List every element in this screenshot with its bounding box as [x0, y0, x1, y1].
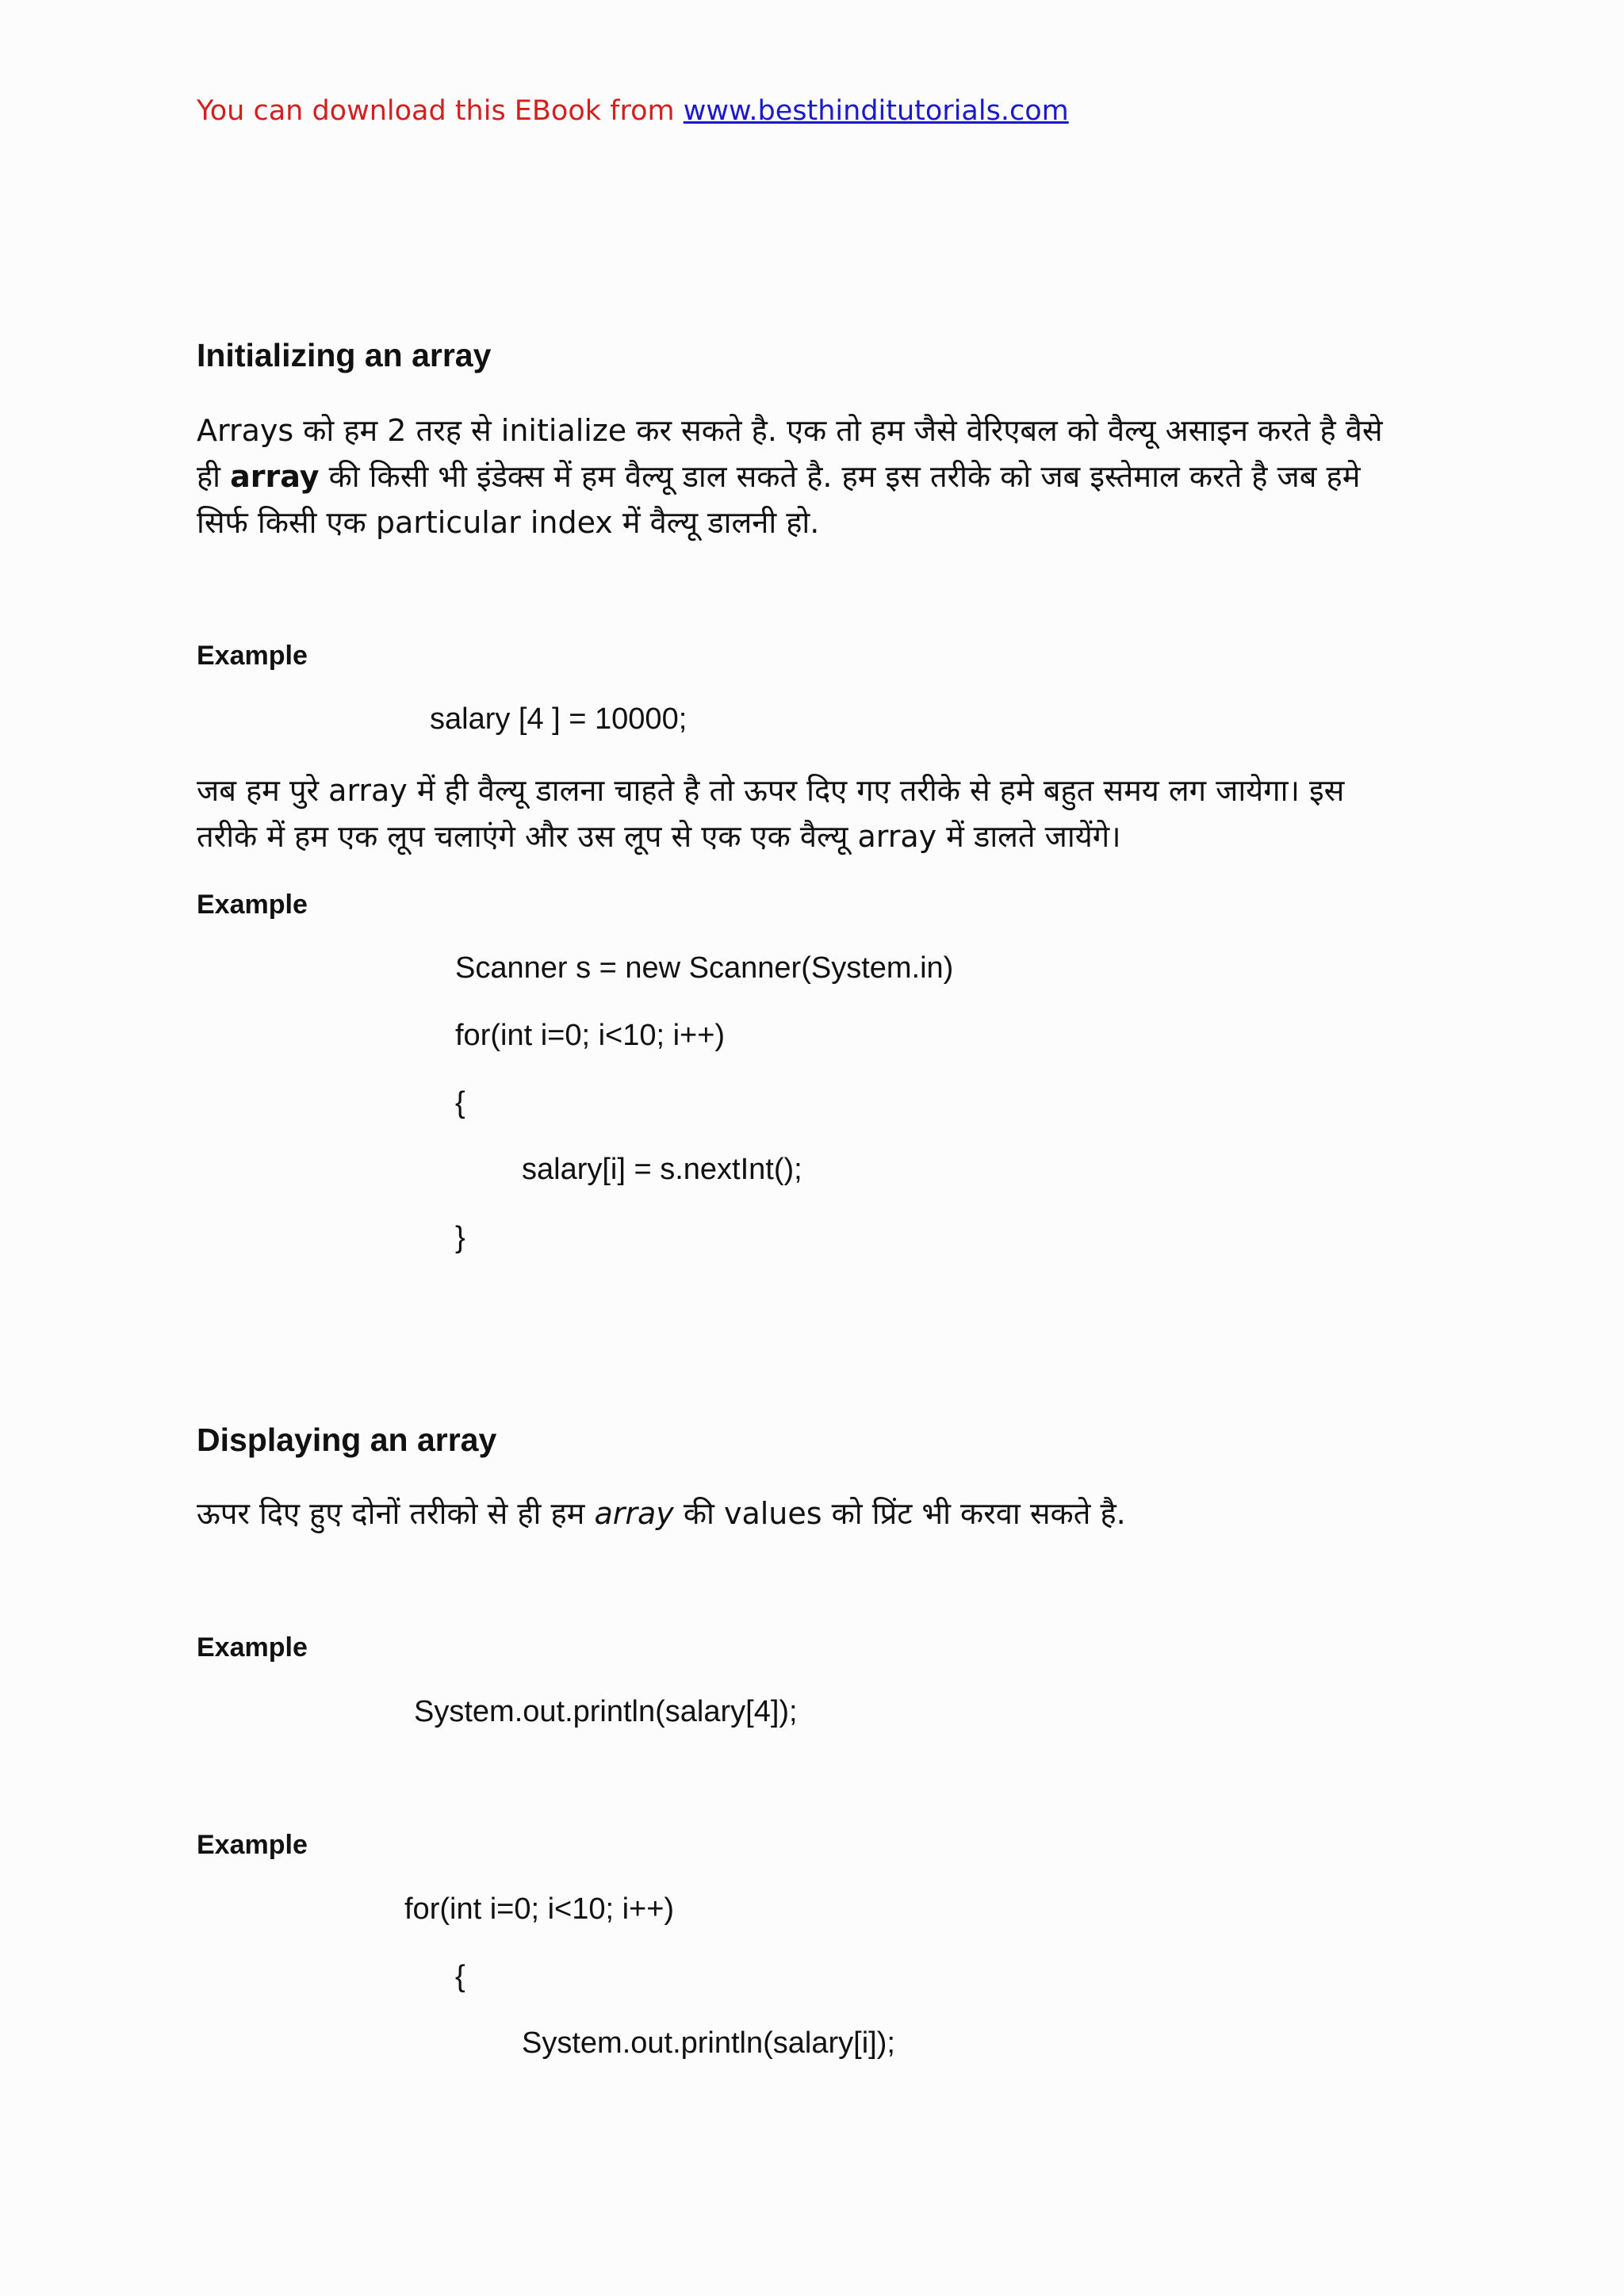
loop-line-1: जब हम पुरे array में ही वैल्यू डालना चाहते है तो ऊपर दिए गए तरीके से हमे बहुत समय लग जायेगा। इस — [197, 773, 1345, 808]
example-label-3: Example — [197, 1632, 308, 1663]
code-example-2-line-2: for(int i=0; i<10; i++) — [455, 1019, 726, 1052]
display-line — [197, 1490, 1434, 1536]
code-example-2-line-3: { — [455, 1086, 465, 1119]
intro-line-3: सिर्फ किसी एक particular index में वैल्यू डालनी हो. — [197, 505, 820, 540]
display-paragraph — [197, 1490, 1434, 1536]
display-line-end: की values को प्रिंट भी करवा सकते है. — [673, 1496, 1126, 1531]
intro-array-bold: array — [230, 459, 320, 494]
loop-line-2: तरीके में हम एक लूप चलाएंगे और उस लूप से एक एक वैल्यू array में डालते जायेंगे। — [197, 819, 1121, 854]
section-heading-displaying: Displaying an array — [197, 1422, 497, 1458]
code-example-4-line-2: { — [455, 1960, 465, 1993]
intro-line-2 — [197, 453, 1434, 499]
download-notice — [197, 95, 1069, 127]
intro-line-2-start: ही — [197, 459, 231, 494]
download-notice-text: You can download this EBook from — [197, 95, 684, 127]
intro-line-2-end: की किसी भी इंडेक्स में हम वैल्यू डाल सकते है. हम इस तरीके को जब इस्तेमाल करते है जब हमे — [319, 459, 1361, 494]
code-example-2-line-4: salary[i] = s.nextInt(); — [522, 1153, 802, 1186]
display-line-start: ऊपर दिए हुए दोनों तरीको से ही हम — [197, 1496, 595, 1531]
website-link[interactable]: www.besthinditutorials.com — [683, 95, 1069, 127]
loop-paragraph — [197, 767, 1434, 859]
code-example-2-line-5: } — [455, 1221, 465, 1254]
intro-line-1: Arrays को हम 2 तरह से initialize कर सकते है. एक तो हम जैसे वेरिएबल को वैल्यू असाइन करते है वैसे — [197, 413, 1383, 448]
code-example-4-line-1: for(int i=0; i<10; i++) — [404, 1892, 675, 1926]
display-array-italic: array — [594, 1496, 674, 1531]
code-example-3: System.out.println(salary[4]); — [414, 1695, 798, 1728]
code-example-1: salary [4 ] = 10000; — [430, 702, 688, 736]
code-example-4-line-3: System.out.println(salary[i]); — [522, 2026, 895, 2060]
example-label-1: Example — [197, 641, 308, 671]
intro-paragraph — [197, 408, 1434, 545]
code-example-2-line-1: Scanner s = new Scanner(System.in) — [455, 951, 954, 985]
example-label-4: Example — [197, 1830, 308, 1860]
section-heading-initializing: Initializing an array — [197, 337, 492, 373]
example-label-2: Example — [197, 890, 308, 920]
